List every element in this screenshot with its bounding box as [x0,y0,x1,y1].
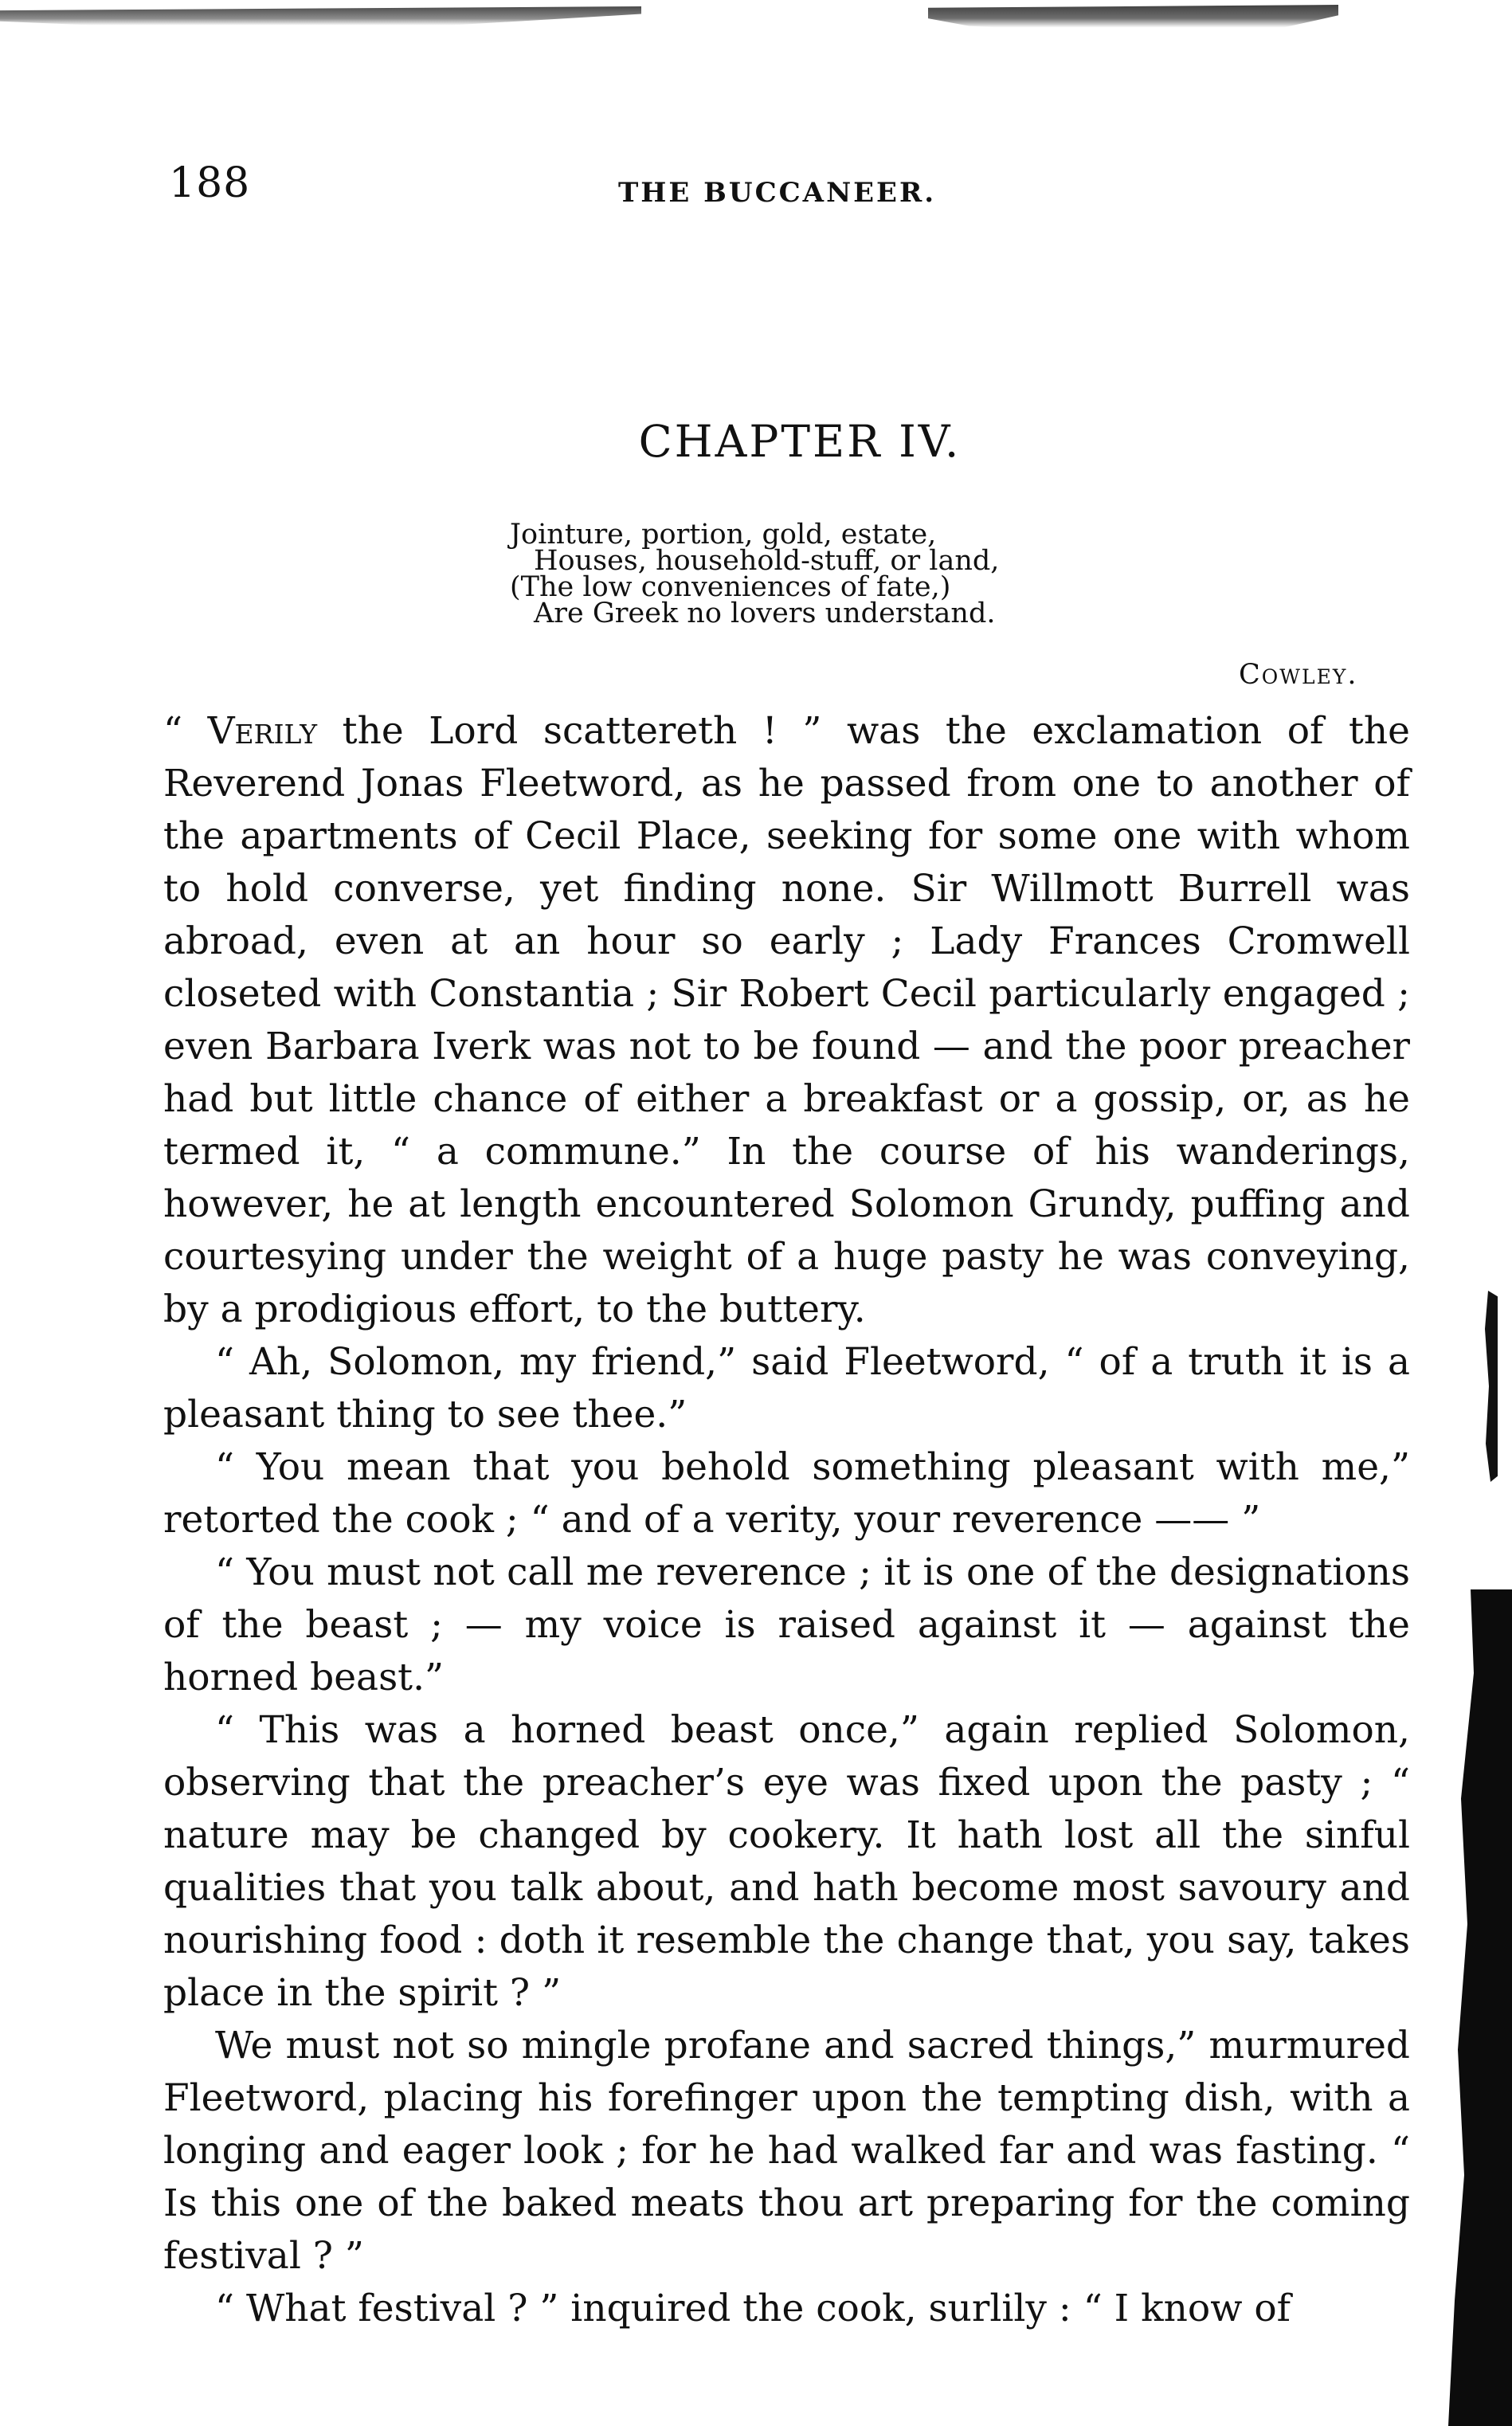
paragraph: “ You mean that you behold something pleasant with me,” retorted the cook ; “ and of a verity, your reverence —— ” [163,1445,1410,1542]
epigraph [510,519,1386,629]
epigraph-line: Are Greek no lovers understand. [534,598,996,629]
page-number: 188 [169,159,251,207]
paragraph: “ Ah, Solomon, my friend,” said Fleetword, “ of a truth it is a pleasant thing to see thee.” [163,1340,1410,1436]
scan-artifact-top-left [0,6,641,33]
paragraph: We must not so mingle profane and sacred things,” murmured Fleetword, placing his forefinger upon the tempting dish, with a longing and eager look ; for he had walked far and was fasting. “ Is this one of the baked meats thou art preparing for the coming festival ? ” [163,2024,1410,2278]
scan-artifact-right-edge [1482,1291,1498,1482]
chapter-body [163,705,1410,2335]
paragraph: “ You must not call me reverence ; it is one of the designations of the beast ; — my voice is raised against it — against the horned beast.” [163,1550,1410,1699]
running-head [0,159,1512,215]
scan-artifact-top-right [928,5,1338,35]
opening-word: “ Verily [163,709,318,753]
paragraph [163,705,1410,1336]
epigraph-author: Cowley. [1239,659,1358,691]
epigraph-line: Jointure, portion, gold, estate, [510,519,937,551]
epigraph-line: Houses, household-stuff, or land, [534,545,1000,577]
book-title: THE BUCCANEER. [618,177,937,209]
paragraph: “ This was a horned beast once,” again replied Solomon, observing that the preacher’s eye was fixed upon the pasty ; “ nature may be changed by cookery. It hath lost all the sinful qualities that you talk about, and hath become most savoury and nourishing food : doth it resemble the change that, you say, takes place in the spirit ? ” [163,1708,1410,2015]
chapter-title: CHAPTER IV. [638,416,962,467]
scan-artifact-right-edge-lower [1448,1589,1512,2426]
paragraph-text: the Lord scattereth ! ” was the exclamation of the Reverend Jonas Fleetword, as he passed from one to another of the apartments of Cecil Place, seeking for some one with whom to hold converse, yet finding none. Sir Willmott Burrell was abroad, even at an hour so early ; Lady Frances Cromwell closeted with Constantia ; Sir Robert Cecil particularly engaged ; even Barbara Iverk was not to be found — and the poor preacher had but little chance of either a breakfast or a gossip, or, as he termed it, “ a commune.” In the course of his wanderings, however, he at length encountered Solomon Grundy, puffing and courtesying under the weight of a huge pasty he was conveying, by a prodigious effort, to the buttery. [163,709,1410,1331]
chapter-heading [0,416,1512,467]
epigraph-line: (The low conveniences of fate,) [510,571,951,603]
paragraph: “ What festival ? ” inquired the cook, surlily : “ I know of [215,2287,1291,2330]
